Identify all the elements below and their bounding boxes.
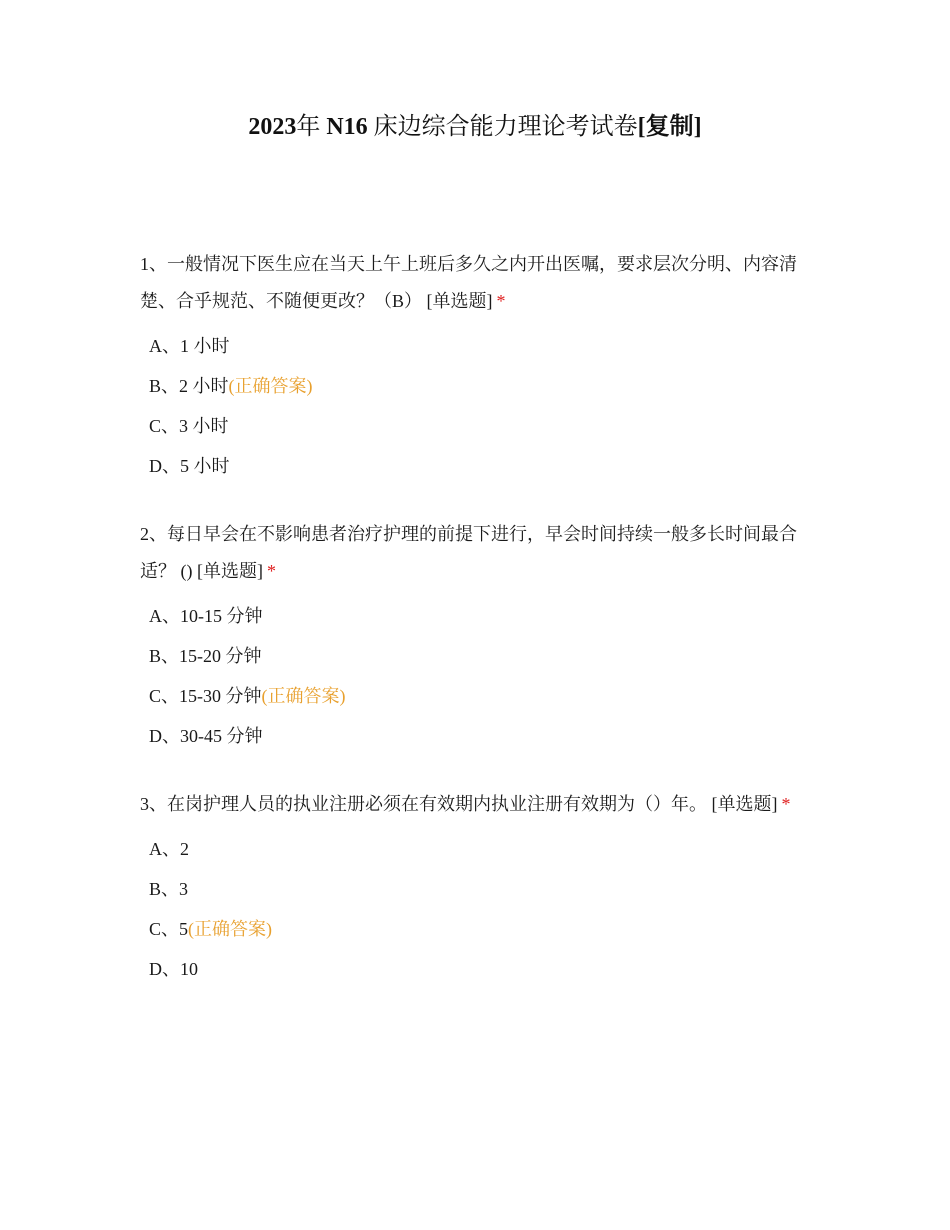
option-text: 3 小时 bbox=[179, 416, 229, 436]
question-type: [单选题] bbox=[197, 561, 263, 581]
option-letter: D bbox=[149, 959, 162, 979]
correct-answer-label: (正确答案) bbox=[188, 919, 273, 939]
question-number: 2 bbox=[140, 524, 149, 544]
option-letter: D bbox=[149, 726, 162, 746]
question-number: 3 bbox=[140, 794, 149, 814]
option-d: D、10 bbox=[149, 959, 198, 979]
option-letter: B bbox=[149, 376, 162, 396]
option-text: 10-15 分钟 bbox=[180, 606, 263, 626]
question-body: 、一般情况下医生应在当天上午上班后多久之内开出医嘱，要求层次分明、内容清楚、合乎规范、不随便更改？（B） bbox=[140, 254, 797, 311]
required-mark: * bbox=[267, 561, 276, 581]
question-list bbox=[140, 246, 810, 1019]
option-b: B、15-20 分钟 bbox=[149, 646, 262, 666]
option-text: 15-30 分钟 bbox=[179, 686, 262, 706]
option-letter: A bbox=[149, 606, 162, 626]
option-letter: B bbox=[149, 646, 162, 666]
question-type: [单选题] bbox=[711, 794, 778, 814]
question-text bbox=[140, 786, 810, 823]
option-letter: D bbox=[149, 456, 162, 476]
option-text: 15-20 分钟 bbox=[179, 646, 262, 666]
option-a: A、10-15 分钟 bbox=[149, 606, 263, 626]
option-c: C、5(正确答案) bbox=[149, 919, 273, 939]
option-letter: C bbox=[149, 416, 162, 436]
option-letter: A bbox=[149, 336, 162, 356]
option-b: B、3 bbox=[149, 879, 189, 899]
option-letter: B bbox=[149, 879, 162, 899]
option-d: D、30-45 分钟 bbox=[149, 726, 263, 746]
page-title bbox=[0, 110, 950, 144]
question-2 bbox=[140, 516, 810, 756]
title-code: N16 bbox=[326, 114, 368, 140]
option-letter: A bbox=[149, 839, 162, 859]
option-d: D、5 小时 bbox=[149, 456, 230, 476]
title-text-1: 年 bbox=[296, 114, 327, 140]
option-b: B、2 小时(正确答案) bbox=[149, 376, 313, 396]
question-body: 、每日早会在不影响患者治疗护理的前提下进行，早会时间持续一般多长时间最合适？ () bbox=[140, 524, 797, 581]
question-1 bbox=[140, 246, 810, 486]
option-c: C、15-30 分钟(正确答案) bbox=[149, 686, 346, 706]
title-year: 2023 bbox=[248, 114, 297, 140]
question-number: 1 bbox=[140, 254, 149, 274]
question-text bbox=[140, 516, 810, 590]
question-body: 、在岗护理人员的执业注册必须在有效期内执业注册有效期为（）年。 bbox=[149, 794, 707, 814]
option-text: 5 小时 bbox=[180, 456, 230, 476]
option-a: A、1 小时 bbox=[149, 336, 230, 356]
option-letter: C bbox=[149, 686, 162, 706]
option-text: 5 bbox=[179, 919, 189, 939]
question-text bbox=[140, 246, 810, 320]
question-3 bbox=[140, 786, 810, 989]
correct-answer-label: (正确答案) bbox=[228, 376, 313, 396]
option-text: 30-45 分钟 bbox=[180, 726, 263, 746]
title-text-2: 床边综合能力理论考试卷 bbox=[367, 114, 638, 140]
option-text: 2 bbox=[180, 839, 189, 859]
correct-answer-label: (正确答案) bbox=[261, 686, 346, 706]
option-letter: C bbox=[149, 919, 162, 939]
option-text: 10 bbox=[180, 959, 198, 979]
option-text: 1 小时 bbox=[180, 336, 230, 356]
option-text: 3 bbox=[179, 879, 189, 899]
question-type: [单选题] bbox=[426, 291, 493, 311]
title-suffix: [复制] bbox=[637, 114, 702, 140]
option-c: C、3 小时 bbox=[149, 416, 229, 436]
option-a: A、2 bbox=[149, 839, 189, 859]
required-mark: * bbox=[781, 794, 791, 814]
required-mark: * bbox=[496, 291, 506, 311]
option-text: 2 小时 bbox=[179, 376, 229, 396]
